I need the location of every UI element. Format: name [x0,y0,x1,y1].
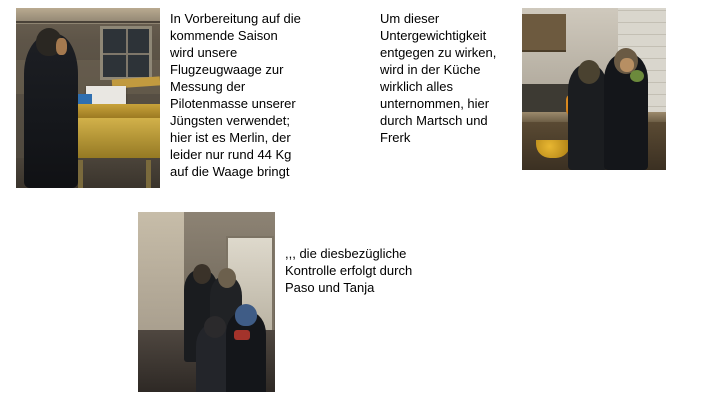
scale-device [86,86,126,106]
person-head [193,264,211,284]
photo-caption-block [380,8,666,170]
yellow-bench-body [72,118,160,162]
window [100,26,152,80]
red-clothing-detail [234,330,250,340]
upper-cabinet [522,14,566,52]
person-standing [24,34,78,188]
bench-leg [78,160,83,188]
person-head [578,60,600,84]
person-head-cap [235,304,257,326]
person-head [218,268,236,288]
bench-leg [146,160,151,188]
ceiling-edge-line [16,21,160,23]
photo-caption: Um dieser Untergewichtigkeit entgegen zu wirken, wird in der Küche wirklich alles unternommen, hier durch Martsch und Frerk [380,11,497,145]
photo-aircraft-scale-weighing [16,8,160,188]
photo-caption-block [16,8,302,188]
person-face [56,38,67,55]
green-item [630,70,644,82]
photo-kitchen-cooking [522,8,666,170]
photo-group-corridor-check [138,212,275,392]
person-head [204,316,226,338]
photo-caption: ,,, die diesbezügliche Kontrolle erfolgt durch Paso und Tanja [285,246,413,295]
person-face [620,58,634,72]
photo-caption-block [138,212,435,392]
photo-caption: In Vorbereitung auf die kommende Saison wird unsere Flugzeugwaage zur Messung der Pilotenmasse unserer Jüngsten verwendet; hier ist es Merlin, der leider nur rund 44 Kg auf die Waage bringt [170,11,301,179]
yellow-bench-top [72,104,160,118]
